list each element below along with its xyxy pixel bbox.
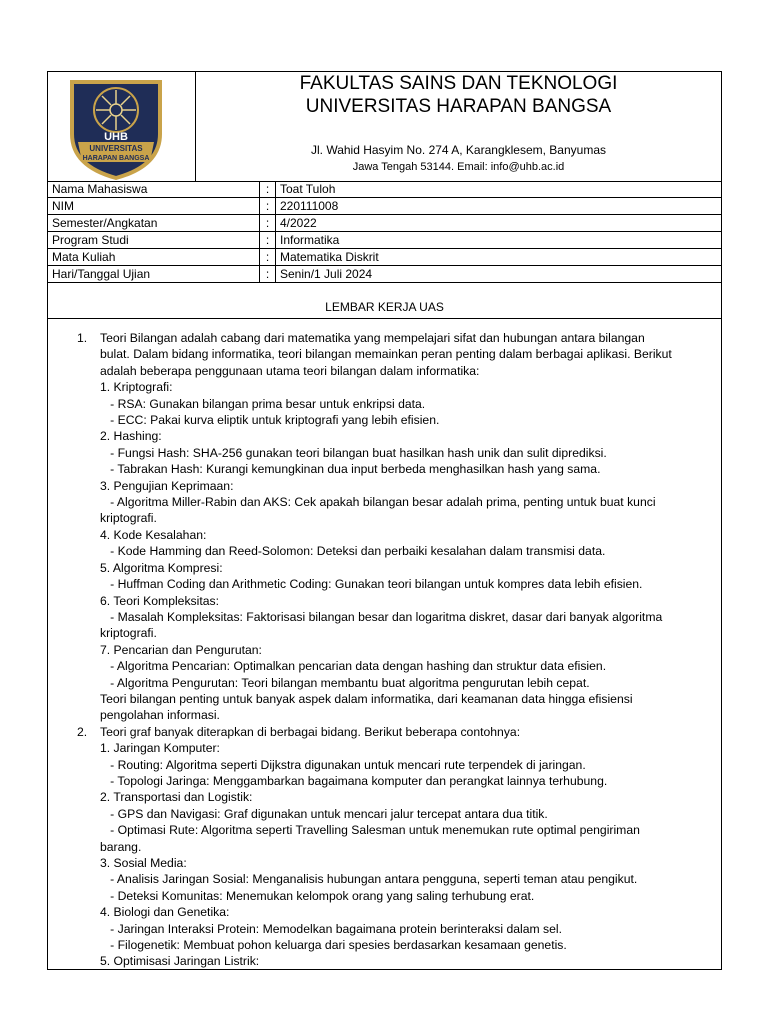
answer-line: - Analisis Jaringan Sosial: Menganalisis hubungan antara pengguna, seperti teman atau pengikut. bbox=[100, 872, 638, 887]
student-info-table bbox=[48, 181, 721, 283]
answer-line: 4. Kode Kesalahan: bbox=[100, 527, 207, 542]
address-line-2: Jawa Tengah 53144. Email: info@uhb.ac.id bbox=[352, 161, 565, 173]
logo-text-harapan-bangsa: HARAPAN BANGSA bbox=[82, 155, 150, 162]
info-row bbox=[48, 266, 721, 283]
answer-line: - RSA: Gunakan bilangan prima besar untuk enkripsi data. bbox=[100, 396, 426, 411]
info-row bbox=[48, 232, 721, 249]
info-row bbox=[48, 215, 721, 232]
answer-number: 2. bbox=[77, 724, 88, 739]
answer-line: - Kode Hamming dan Reed-Solomon: Deteksi dan perbaiki kesalahan dalam transmisi data. bbox=[100, 544, 606, 559]
answer-line: - Fungsi Hash: SHA-256 gunakan teori bilangan buat hasilkan hash unik dan sulit diprediksi. bbox=[100, 445, 607, 460]
answer-line: - Masalah Kompleksitas: Faktorisasi bilangan besar dan logaritma diskret, dasar dari banyak algoritma bbox=[100, 609, 663, 624]
answer-line: 5. Algoritma Kompresi: bbox=[100, 560, 223, 575]
answer-line: 6. Teori Kompleksitas: bbox=[100, 593, 219, 608]
info-value: Matematika Diskrit bbox=[276, 249, 722, 266]
address-line-1: Jl. Wahid Hasyim No. 274 A, Karangklesem, Banyumas bbox=[310, 143, 606, 157]
answer-line: kriptografi. bbox=[100, 511, 157, 526]
answer-line: 2. Transportasi dan Logistik: bbox=[100, 790, 253, 805]
university-logo bbox=[64, 76, 168, 180]
university-name: UNIVERSITAS HARAPAN BANGSA bbox=[305, 96, 612, 117]
answer-line: 2. Hashing: bbox=[100, 429, 162, 444]
info-value: Senin/1 Juli 2024 bbox=[276, 266, 722, 283]
info-separator: : bbox=[260, 215, 276, 232]
info-label: NIM bbox=[48, 198, 260, 215]
answer-line: - Topologi Jaringa: Menggambarkan bagaimana komputer dan perangkat lainnya terhubung. bbox=[100, 773, 608, 788]
answer-line: - ECC: Pakai kurva eliptik untuk kriptografi yang lebih efisien. bbox=[100, 413, 440, 428]
answer-line: - Routing: Algoritma seperti Dijkstra digunakan untuk mencari rute terpendek di jaringan. bbox=[100, 757, 586, 772]
info-row bbox=[48, 249, 721, 266]
answer-line: pengolahan informasi. bbox=[100, 708, 220, 723]
info-separator: : bbox=[260, 249, 276, 266]
exam-sheet-frame bbox=[47, 71, 722, 970]
answer-line: 5. Optimisasi Jaringan Listrik: bbox=[100, 954, 260, 969]
logo-text-uhb: UHB bbox=[104, 131, 128, 143]
answer-number: 1. bbox=[77, 331, 88, 345]
header bbox=[48, 72, 721, 182]
answer-line: kriptografi. bbox=[100, 626, 157, 641]
info-label: Program Studi bbox=[48, 232, 260, 249]
answer-line: - Tabrakan Hash: Kurangi kemungkinan dua input berbeda menghasilkan hash yang sama. bbox=[100, 462, 601, 477]
info-value: Informatika bbox=[276, 232, 722, 249]
answer-line: Teori bilangan penting untuk banyak aspek dalam informatika, dari keamanan data hingga efisiensi bbox=[100, 691, 633, 706]
answer-line: 1. Kriptografi: bbox=[100, 380, 173, 395]
answer-line: - Optimasi Rute: Algoritma seperti Travelling Salesman untuk menemukan rute optimal pengiriman bbox=[100, 823, 640, 838]
info-label: Nama Mahasiswa bbox=[48, 181, 260, 198]
info-row bbox=[48, 198, 721, 215]
answer-line: 1. Jaringan Komputer: bbox=[100, 741, 220, 756]
answer-line: - Algoritma Pengurutan: Teori bilangan membantu buat algoritma pengurutan lebih cepat. bbox=[100, 675, 590, 690]
answer-content bbox=[48, 330, 721, 970]
answer-line: bulat. Dalam bidang informatika, teori bilangan memainkan peran penting dalam berbagai aplikasi. Berikut bbox=[100, 347, 672, 362]
logo-text-universitas: UNIVERSITAS bbox=[89, 144, 143, 153]
info-row bbox=[48, 181, 721, 198]
answer-line: 3. Sosial Media: bbox=[100, 856, 187, 870]
answer-line: - GPS dan Navigasi: Graf digunakan untuk mencari jalur tercepat antara dua titik. bbox=[100, 806, 548, 821]
answer-line: adalah beberapa penggunaan utama teori bilangan dalam informatika: bbox=[100, 363, 480, 378]
logo-cell bbox=[48, 72, 196, 181]
info-separator: : bbox=[260, 181, 276, 198]
info-value: Toat Tuloh bbox=[276, 181, 722, 198]
answer-line: 7. Pencarian dan Pengurutan: bbox=[100, 642, 262, 657]
answer-line: 3. Pengujian Keprimaan: bbox=[100, 478, 234, 493]
sheet-title: LEMBAR KERJA UAS bbox=[48, 283, 721, 319]
answer-line: Teori graf banyak diterapkan di berbagai bidang. Berikut beberapa contohnya: bbox=[100, 724, 521, 739]
answer-line: - Algoritma Miller-Rabin dan AKS: Cek apakah bilangan besar adalah prima, penting untuk buat kunci bbox=[100, 495, 656, 510]
info-separator: : bbox=[260, 198, 276, 215]
faculty-name: FAKULTAS SAINS DAN TEKNOLOGI bbox=[299, 73, 618, 94]
answer-line: - Algoritma Pencarian: Optimalkan pencarian data dengan hashing dan struktur data efisien. bbox=[100, 659, 607, 674]
answer-line: - Huffman Coding dan Arithmetic Coding: Gunakan teori bilangan untuk kompres data lebih efisien. bbox=[100, 577, 643, 592]
info-separator: : bbox=[260, 266, 276, 283]
answer-item bbox=[77, 330, 690, 724]
answer-line: 4. Biologi dan Genetika: bbox=[100, 905, 230, 920]
answer-line: barang. bbox=[100, 839, 142, 854]
info-separator: : bbox=[260, 232, 276, 249]
info-value: 220111008 bbox=[276, 198, 722, 215]
answer-item bbox=[77, 724, 690, 970]
answer-line: - Jaringan Interaksi Protein: Memodelkan bagaimana protein berinteraksi dalam sel. bbox=[100, 921, 563, 936]
info-label: Hari/Tanggal Ujian bbox=[48, 266, 260, 283]
answer-line: Teori Bilangan adalah cabang dari matematika yang mempelajari sifat dan hubungan antara bilangan bbox=[100, 331, 645, 345]
info-value: 4/2022 bbox=[276, 215, 722, 232]
answer-line: - Filogenetik: Membuat pohon keluarga dari spesies berdasarkan kesamaan genetis. bbox=[100, 938, 567, 953]
info-label: Mata Kuliah bbox=[48, 249, 260, 266]
info-label: Semester/Angkatan bbox=[48, 215, 260, 232]
answer-line: - Deteksi Komunitas: Menemukan kelompok orang yang saling terhubung erat. bbox=[100, 888, 535, 903]
